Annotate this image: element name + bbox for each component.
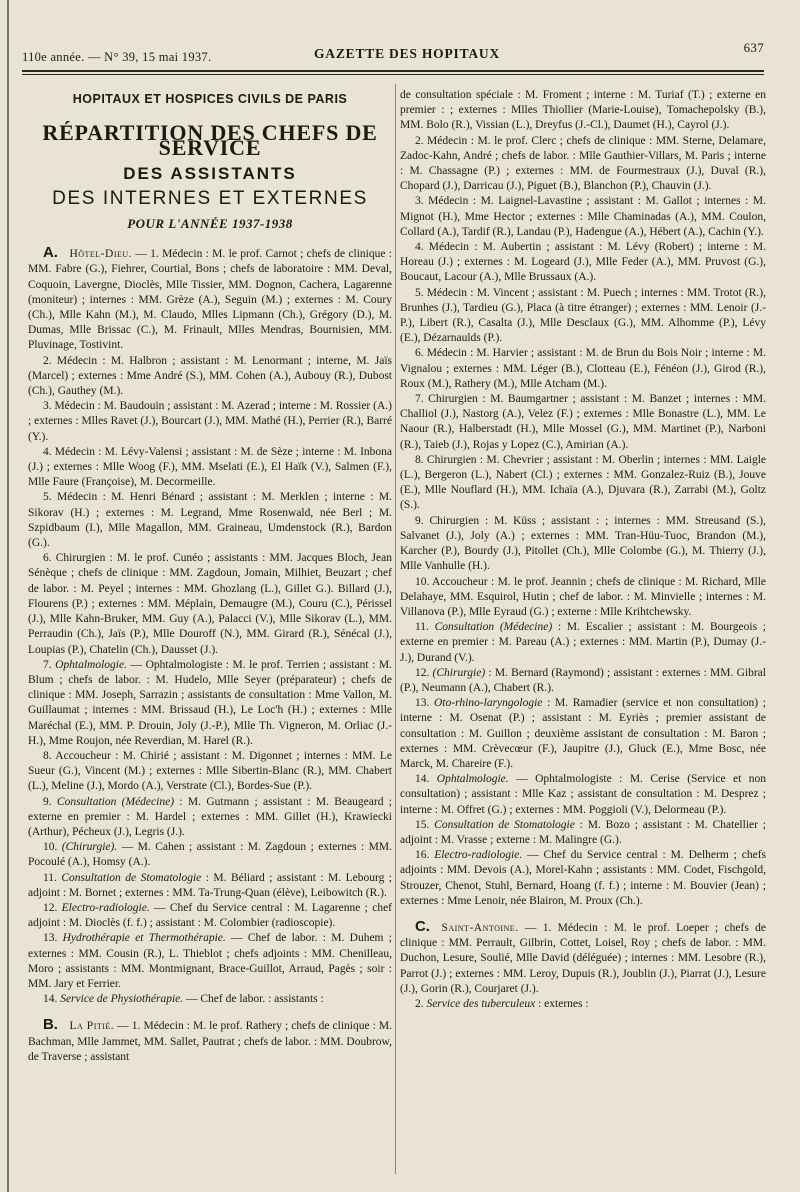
journal-title: GAZETTE DES HOPITAUX <box>314 46 501 61</box>
service-paragraph <box>28 749 392 795</box>
service-paragraph <box>28 354 392 400</box>
service-text: 5. Médecin : M. Vincent ; assistant : M. Puech ; internes : MM. Trotot (R.), Brunhes (J.), Tardieu (G.), Placa (à titre étranger) ; externes : MM. Lenoir (J.-P.), Libert (R.), Casalta (J.), Mlle Desclaux (G.), MM. Alhomme (P.), Lévy (E.), Dézarnaulds (P.). <box>400 286 766 345</box>
service-title: Electro-radiologie. <box>61 901 150 914</box>
header-rule-thick <box>22 70 764 72</box>
column-divider <box>395 84 396 1174</box>
service-number: 13. <box>42 932 63 945</box>
service-text: 3. Médecin : M. Baudouin ; assistant : M. Azerad ; interne : M. Rossier (A.) ; externes : Mlles Ravet (J.), Bourcart (J.), MM. Mathé (H.), Perrier (R.), Barré (Y.). <box>28 400 392 443</box>
section-letter: B. <box>42 1016 58 1034</box>
header-rule-thin <box>22 74 764 75</box>
service-text: — Ophtalmologiste : M. le prof. Terrien ; assistant : M. Blum ; chefs de labor. : M. Hudelo, Mlle Seyer (préparateur) ; chefs de clinique : MM. Joseph, Sarrazin ; assistants de consultation : Mme Vallon, M. Guillaumat ; internes : MM. Brissaud (H.), Le Loc'h (H.) ; externes : Mlle Maréchal (E.), MM. P. Drouin, Joly (J.-P.), Mlle Th. Vigneron, M. Orliac (J.-H.), Mme Roujon, née Reverdian, M. Harel (R.). <box>28 658 393 747</box>
service-paragraph <box>28 399 392 445</box>
service-text: — 1. Médecin : M. le prof. Loeper ; chefs de clinique : MM. Perrault, Gilbrin, Cottet, Loisel, Roy ; chefs de labor. : MM. Duchon, Lesure, Soulié, Mlle David (déléguée) ; internes : MM. Lesobre (R.), Parrot (J.) ; externes : MM. Leroy, Dupuis (R.), Joublin (J.), Piarrat (J.), Lesure (J.), Gorin (R.), Courjaret (J.). <box>400 921 766 995</box>
service-title: Hydrothérapie et Thermothérapie. <box>62 932 226 945</box>
service-text: — 1. Médecin : M. le prof. Rathery ; chefs de clinique : M. Bachman, Mlle Jammet, MM. Sallet, Pautrat ; chefs de labor. : MM. Doubrow, de Traverse ; assistant <box>28 1020 392 1063</box>
service-number: 14. <box>42 993 61 1006</box>
service-number: 11. <box>42 871 62 884</box>
service-title: (Chirurgie) <box>432 666 486 679</box>
service-text: 8. Accoucheur : M. Chirié ; assistant : M. Digonnet ; internes : MM. Le Sueur (G.), Vincent (M.) ; externes : Mlle Sibertin-Blanc (R.), MM. Chabert (L.), Meline (J.), Mordo (A.), Verstrate (Cl.), Bordes-Sue (P.). <box>28 749 392 793</box>
section-letter: A. <box>42 244 58 262</box>
service-text: — Chef de labor. : assistants : <box>183 993 324 1006</box>
service-paragraph <box>28 931 392 992</box>
service-title: Consultation de Stomatologie <box>434 818 575 831</box>
service-paragraph <box>400 134 766 195</box>
service-text: 4. Médecin : M. Aubertin ; assistant : M. Lévy (Robert) ; interne : M. Horeau (J.) ; externes : M. Logeard (J.), Mlle Feder (A.), MM. Pruvost (G.), Boucaut, Lacour (A.), Mlle Brussaux (A.). <box>400 241 766 284</box>
service-title: (Chirurgie). <box>61 841 118 854</box>
binding-edge-line <box>7 0 9 1192</box>
service-text: : externes : <box>535 997 589 1010</box>
article-title: RÉPARTITION DES CHEFS DE SERVICE <box>42 120 378 161</box>
left-column <box>28 86 392 1065</box>
service-number: 10. <box>42 841 62 854</box>
service-title: Electro-radiologie. <box>434 849 523 862</box>
service-paragraph <box>400 848 766 909</box>
right-column-body <box>400 88 766 1012</box>
service-paragraph <box>28 551 392 657</box>
service-title: Consultation (Médecine) <box>434 621 553 634</box>
service-title: Consultation de Stomatologie <box>61 871 202 884</box>
service-title: Oto-rhino-laryngologie <box>434 697 543 710</box>
service-paragraph <box>400 194 766 240</box>
service-number: 2. <box>414 997 427 1010</box>
article-year: POUR L'ANNÉE 1937-1938 <box>127 216 293 232</box>
service-text: 7. Chirurgien : M. Baumgartner ; assistant : M. Banzet ; internes : MM. Challiol (J.), Nastorg (A.), Velez (F.) ; externes : Mlle Bonastre (L.), MM. Le Naour (R.), Halberstadt (H.), Mlle Mossel (G.), MM. Martinet (P.), Narboni (R.), Taieb (J.), Rojas y Lopez (C.), Amirian (A.). <box>400 393 766 451</box>
service-text: — 1. Médecin : M. le prof. Carnot ; chefs de clinique : MM. Fabre (G.), Fiehrer, Courtial, Bons ; chefs de laboratoire : MM. Deval, Coquoin, Lavergne, Dioclès, Mlle Tissier, MM. Dognon, Cachera, Lagarenne (moniteur) ; internes : MM. Grèze (A.), Seguin (M.) ; externes : M. Coury (Ch.), Mlle Kahn (M.), M. Claudo, Mlles Lipmann (Ch.), Grégory (D.), M. Dumas, Mlle Brissac (C.), M. Frinault, Mlles Mendras, Bournisien, MM. Pluvinage, Tostivint. <box>28 248 392 352</box>
service-title: Service de Physiothérapie. <box>60 993 184 1006</box>
service-paragraph <box>400 772 766 818</box>
service-paragraph <box>400 346 766 392</box>
service-paragraph <box>400 620 766 666</box>
service-paragraph <box>400 666 766 696</box>
page-number: 637 <box>743 40 764 55</box>
service-title: Service des tuberculeux <box>426 997 536 1010</box>
section-letter: C. <box>414 917 430 935</box>
service-text: — Chef du Service central : M. Lagarenne ; chef adjoint : M. Dioclès (f. f.) ; assistant : M. Colombier (radioscopie). <box>28 901 393 930</box>
service-text: 10. Accoucheur : M. le prof. Jeannin ; chefs de clinique : M. Richard, Mlle Delahaye, MM. Esquirol, Hutin ; chef de labor. : M. Minvielle ; internes : M. Villanova (P.), Mlle Eyraud (G.) ; externe : Mlle Krihtchewsky. <box>400 575 766 618</box>
article-subtitle-assistants: DES ASSISTANTS <box>123 163 297 183</box>
left-column-body <box>28 245 392 1065</box>
service-paragraph <box>28 871 392 901</box>
service-paragraph <box>400 696 766 772</box>
issue-line: 110e année. — N° 39, 15 mai 1937. <box>22 50 212 64</box>
service-text: — Chef du Service central : M. Delherm ; chefs adjoints : MM. Devois (A.), Morel-Kahn ; assistants : MM. Codet, Fischgold, Strouzer, Chenot, Stuhl, Bernard, Hoang (f. f.) ; interne : M. Bouvier (Jean) ; externes : Mme Lenoir, née Blairon, M. Proux (Ch.). <box>400 849 767 907</box>
service-paragraph <box>400 997 766 1012</box>
service-paragraph <box>28 445 392 491</box>
service-paragraph <box>400 453 766 514</box>
service-text: 6. Chirurgien : M. le prof. Cunéo ; assistants : MM. Jacques Bloch, Jean Sénèque ; chefs de clinique : MM. Zagdoun, Jomain, Milhiet, Beuzart ; chef de labor. : M. Peyel ; internes : MM. Ghozlang (L.), Gillet G.). Billard (J.), Flourens (P.) ; externes : MM. Méplain, Demaugre (M.), Couru (C.), Périssel (J.), Mlle Kahn-Bruker, MM. Guy (A.), Palacci (V.), Mlle Sikorav (L.), MM. Perraudin (Ch.), Jaïs (P.), Mlle Douroff (N.), MM. Girard (R.), Sénécal (J.), Loupias (P.), Chatelin (Ch.), Dausset (J.). <box>28 552 392 656</box>
service-number: 13. <box>414 697 434 710</box>
service-text: de consultation spéciale : M. Froment ; interne : M. Turiaf (T.) ; externe en premier : ; externes : Mlles Thiollier (Marie-Louise), Tomachepolsky (B.), MM. Bolo (R.), Vissian (L.), Dreyfus (J.-Cl.), Daumet (H.), Cayrol (J.). <box>400 89 766 132</box>
service-paragraph <box>400 575 766 621</box>
service-text: 2. Médecin : M. le prof. Clerc ; chefs de clinique : MM. Sterne, Delamare, Zadoc-Kahn, André ; chefs de labor. : Mlle Gauthier-Villars, M. Paris ; interne : M. Chassagne (P.) ; externes : MM. de Fourmestraux (J.), Duval (R.), Chopard (J.), Darricau (J.), Piguet (B.), Blanchon (P.), Chauvin (J.). <box>400 134 766 193</box>
service-paragraph <box>28 840 392 870</box>
service-text: 5. Médecin : M. Henri Bénard ; assistant : M. Merklen ; interne : M. Sikorav (H.) ; externes : M. Legrand, Mme Rosenwald, née Berl ; M. Szpidbaum (I.), Mlle Magallon, MM. Graineau, Umdenstock (R.), Bardon (G.). <box>28 491 392 550</box>
service-text: 4. Médecin : M. Lévy-Valensi ; assistant : M. de Sèze ; interne : M. Inbona (J.) ; externes : Mlle Woog (F.), MM. Mselati (E.), El Haïk (V.), Salmen (F.), Mlle Faure (Françoise), M. Decormeille. <box>28 445 392 489</box>
service-text: : M. Bozo ; assistant : M. Chatellier ; adjoint : M. Vrasse ; externe : M. Malingre (G.). <box>400 818 766 846</box>
service-paragraph <box>400 514 766 575</box>
service-text: 3. Médecin : M. Laignel-Lavastine ; assistant : M. Gallot ; internes : M. Mignot (H.), Mme Hector ; externes : Mlle Chaminadas (A.), MM. Coulon, Collard (A.), Tardif (R.), Landau (P.), Hadengue (A.), Hébert (A.), Cachin (Y.). <box>400 195 766 238</box>
service-text: 9. Chirurgien : M. Küss ; assistant : ; internes : MM. Streusand (S.), Salvanet (J.), Joly (A.) ; externes : MM. Tran-Hüu-Tuoc, Brandon (M.), Karcher (P.), Bourdy (J.), Pitollet (Ch.), Mlle Colombe (G.), M. Thierry (J.), Mlle Vanhulle (H.). <box>400 514 766 573</box>
hospital-section-paragraph <box>28 1017 392 1065</box>
service-title: Ophtalmologie. <box>55 658 127 671</box>
service-text: : M. Bernard (Raymond) ; assistant : externes : MM. Gibral (P.), Neumann (A.), Chabert (R.). <box>400 666 766 694</box>
service-paragraph <box>28 795 392 841</box>
service-text: 2. Médecin : M. Halbron ; assistant : M. Lenormant ; interne, M. Jaïs (Marcel) ; externes : Mme André (S.), MM. Cohen (A.), Aubouy (R.), Dubost (Ch.), Gauthey (M.). <box>28 354 392 398</box>
service-text: : M. Ramadier (service et non consultation) ; interne : M. Osenat (P.) ; assistant : M. Eyriès ; premier assistant de consultation : M. Guillon ; deuxième assistant de consultation : M. Baron ; externes : MM. Crèvecœur (F.), Jaupitre (J.), Gluck (E.), Mme Bosc, née Marck, M. Chareire (F.). <box>400 697 767 770</box>
service-title: Consultation (Médecine) <box>56 795 175 808</box>
service-text: 8. Chirurgien : M. Chevrier ; assistant : M. Oberlin ; internes : MM. Laigle (L.), Bergeron (L.), Nabert (Cl.) ; externes : MM. Gonzalez-Ruiz (B.), Jouve (E.), Mlle Nouflard (H.), MM. Ichaïa (A.), Djuvara (R.), Zarrabi (M.), Goltz (S.). <box>400 453 766 512</box>
service-paragraph <box>400 392 766 453</box>
service-text: : M. Escalier ; assistant : M. Bourgeois ; externe en premier : M. Pareau (A.) ; externes : MM. Martin (P.), Dumay (J.-J.), Durand (V.). <box>400 621 766 664</box>
service-text: : M. Béliard ; assistant : M. Lebourg ; adjoint : M. Bornet ; externes : MM. Ta-Trung-Quan (élève), Leibowitch (R.). <box>28 871 392 899</box>
hospital-name: Hôtel-Dieu. <box>69 248 133 261</box>
hospital-name: La Pitié. <box>69 1020 115 1033</box>
service-paragraph <box>28 490 392 551</box>
service-paragraph <box>400 88 766 134</box>
service-number: 9. <box>42 795 57 808</box>
service-number: 12. <box>42 901 62 914</box>
running-head <box>22 40 764 70</box>
service-paragraph <box>400 286 766 347</box>
service-paragraph <box>28 658 392 749</box>
service-paragraph <box>28 901 392 931</box>
article-subtitle-internes: DES INTERNES ET EXTERNES <box>52 187 368 209</box>
hospital-section-paragraph <box>28 245 392 353</box>
service-paragraph <box>28 992 392 1007</box>
right-column <box>400 88 766 1012</box>
service-number: 15. <box>414 818 435 831</box>
service-paragraph <box>400 240 766 286</box>
service-number: 7. <box>42 658 56 671</box>
service-number: 11. <box>414 621 435 634</box>
service-paragraph <box>400 818 766 848</box>
service-title: Ophtalmologie. <box>436 773 509 786</box>
article-kicker: HOPITAUX ET HOSPICES CIVILS DE PARIS <box>72 92 348 106</box>
service-text: — Chef de labor. : M. Duhem ; externes : MM. Cousin (R.), L. Thieblot ; chefs adjoints : MM. Chenilleau, Moro ; assistants : MM. Montmignant, Brace-Guillot, Arraud, Pagès ; soir : MM. Jary et Ferrier. <box>28 932 392 990</box>
service-number: 14. <box>414 773 437 786</box>
service-text: — Ophtalmologiste : M. Cerise (Service et non consultation) ; assistant : Mlle Kaz ; assistant de consultation : M. Desprez ; interne : M. Offret (G.) ; externes : MM. Poggioli (V.), Delormeau (P.). <box>400 773 767 816</box>
hospital-section-paragraph <box>400 919 766 997</box>
service-number: 12. <box>414 666 433 679</box>
service-text: : M. Gutmann ; assistant : M. Beaugeard ; externe en premier : M. Hardel ; externes : MM. Gillet (H.), Krawiecki (Arthur), Pécheux (J.), Legris (J.). <box>28 795 393 838</box>
hospital-name: Saint-Antoine. <box>441 921 519 934</box>
service-text: — M. Cahen ; assistant : M. Zagdoun ; externes : MM. Pocoulé (A.), Homsy (A.). <box>28 841 392 869</box>
service-number: 16. <box>414 849 435 862</box>
service-text: 6. Médecin : M. Harvier ; assistant : M. de Brun du Bois Noir ; interne : M. Vignalou ; externes : MM. Léger (B.), Clotteau (E.), Fénéon (J.), Girod (R.), Roux (M.), Rathery (M.), Mlle Atcham (M.). <box>400 347 766 390</box>
